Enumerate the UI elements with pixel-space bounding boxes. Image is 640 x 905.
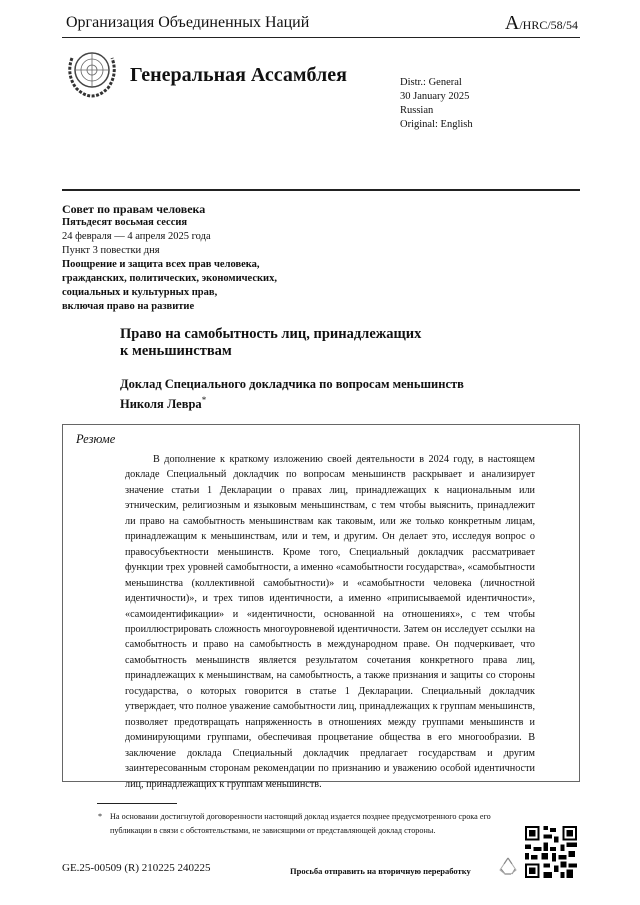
distribution-line: Distr.: General <box>400 77 462 88</box>
organization-name: Организация Объединенных Наций <box>66 14 310 31</box>
original-language-line: Original: English <box>400 119 473 130</box>
general-assembly-title: Генеральная Ассамблея <box>130 64 347 86</box>
agenda-title-3: социальных и культурных прав, <box>62 287 218 298</box>
date-line: 30 January 2025 <box>400 91 470 102</box>
symbol-letter: A <box>504 12 520 34</box>
report-subtitle <box>120 376 520 412</box>
symbol-rest: /HRC/58/54 <box>519 18 578 32</box>
title-line-2: к меньшинствам <box>120 343 232 359</box>
session: Пятьдесят восьмая сессия <box>62 217 188 228</box>
council-block <box>62 202 362 314</box>
agenda-item: Пункт 3 повестки дня <box>62 245 160 256</box>
document-symbol <box>505 12 578 35</box>
agenda-title-1: Поощрение и защита всех прав человека, <box>62 259 260 270</box>
recycle-note: Просьба отправить на вторичную переработку <box>290 866 471 876</box>
footnote-ref: * <box>201 395 207 405</box>
thick-rule <box>62 189 580 191</box>
summary-heading: Резюме <box>76 432 116 446</box>
footnote-mark: * <box>98 812 103 821</box>
un-emblem-icon <box>64 44 120 100</box>
language-line: Russian <box>400 105 434 116</box>
footnote <box>98 810 510 838</box>
footnote-rule <box>97 803 177 804</box>
subtitle-line-1: Доклад Специального докладчика по вопросам меньшинств <box>120 377 464 391</box>
header-rule <box>62 37 580 38</box>
recycle-icon <box>497 855 519 877</box>
footnote-text: На основании достигнутой договоренности настоящий доклад издается позднее предусмотренного срока его публикации в связи с обстоятельствами, не зависящими от представляющей доклад стороны. <box>110 812 491 835</box>
document-title <box>120 326 480 360</box>
session-dates: 24 февраля — 4 апреля 2025 года <box>62 231 211 242</box>
distribution-block <box>400 76 473 132</box>
author-name: Николя Левра <box>120 397 202 412</box>
job-code: GE.25-00509 (R) 210225 240225 <box>62 862 211 874</box>
title-line-1: Право на самобытность лиц, принадлежащих <box>120 326 422 342</box>
summary-text: В дополнение к краткому изложению своей деятельности в 2024 году, в настоящем докладе Специальный докладчик по вопросам меньшинств раскрывает и анализирует значение статьи 1 Декларации о правах лиц, принадлежащих к национальным или этническим, религиозным и языковым меньшинствам, с тем чтобы выяснить, принадлежит ли право на самобытность меньшинствам как таковым, или же только конкретным лицам, принадлежащим к меньшинствам, или и тем, и другим. Он делает это, исследуя вопрос о правосубъектности меньшинств. Кроме того, Специальный докладчик рассматривает функции трех уровней самобытности, а именно «самобытности государства», «самобытности меньшинства (коллективной самобытности)» и «самобытности человека (личностной идентичности)», и трех типов идентичности, а именно «приписываемой идентичности», «самоидентификации» и «идентичности, основанной на отношениях», с тем чтобы проиллюстрировать сложность многоуровневой идентичности. Затем он исследует ссылки на самобытность и право на самобытность в международном праве. Он подчеркивает, что самобытность меньшинств является результатом сочетания конкретного права лиц, принадлежащих к меньшинствам, на самобытность, а также признания и защиты со стороны государства, о которых говорится в статье 1 Декларации. Специальный докладчик утверждает, что полное уважение самобытности лиц, принадлежащих к группам меньшинств, позволяет предотвращать напряженность в отношениях между группами меньшинств и доминирующими группами, обеспечивая процветание общества в его многообразии. В заключение доклада Специальный докладчик предлагает государствам и другим заинтересованным сторонам рекомендации по признанию и уважению особой идентичности лиц, принадлежащих к группам меньшинств. <box>125 454 535 790</box>
council-name: Совет по правам человека <box>62 202 206 216</box>
agenda-title-4: включая право на развитие <box>62 301 195 312</box>
qr-code-icon <box>525 826 577 878</box>
agenda-title-2: гражданских, политических, экономических, <box>62 273 277 284</box>
